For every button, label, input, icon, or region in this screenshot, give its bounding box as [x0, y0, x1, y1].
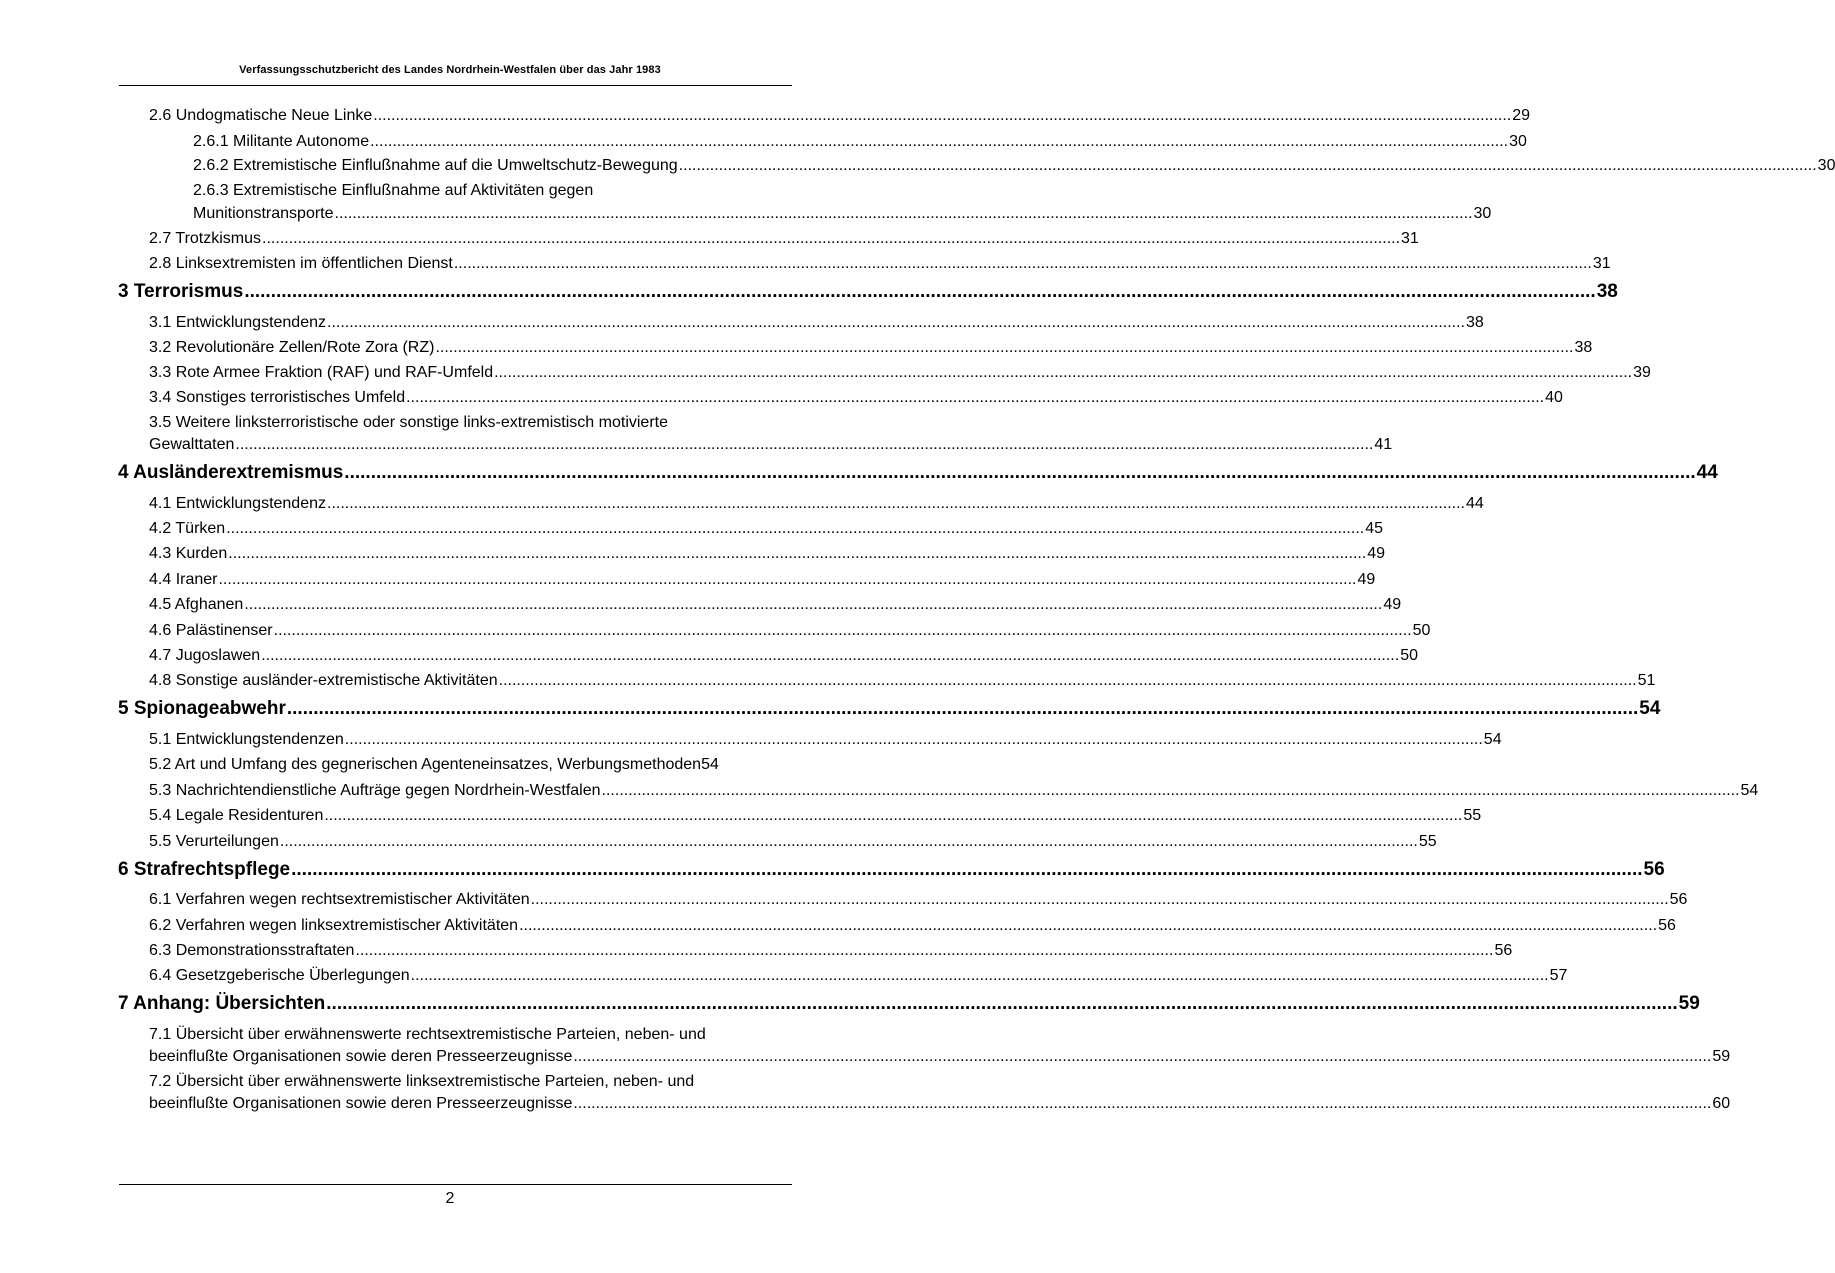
toc-entry-6-4[interactable]: [149, 967, 1568, 985]
toc-entry-page: 38: [1466, 314, 1484, 331]
toc-entry-page: 57: [1549, 967, 1568, 984]
toc-entry-title: 2.7 Trotzkismus: [149, 230, 262, 247]
toc-leader-dots: ................................................................................................................................................................................................................................................................: [244, 281, 1596, 302]
toc-entry-2-8[interactable]: [149, 255, 1611, 273]
toc-leader-dots: ................................................................................................................................................................................................................................................................: [678, 157, 1817, 174]
toc-entry-6-1[interactable]: [149, 891, 1688, 909]
toc-entry-3-5[interactable]: [149, 436, 1393, 454]
toc-entry-title: 5.1 Entwicklungstendenzen: [149, 731, 344, 748]
toc-entry-page: 44: [1466, 495, 1484, 512]
toc-entry-4-2[interactable]: [149, 520, 1383, 538]
toc-entry-title: 5.3 Nachrichtendienstliche Aufträge gegen Nordrhein-Westfalen: [149, 782, 601, 799]
toc-entry-7-2-line1[interactable]: 7.2 Übersicht über erwähnenswerte linksextremistische Parteien, neben- und: [149, 1073, 695, 1090]
toc-entry-5-5[interactable]: [149, 833, 1437, 851]
toc-entry-title: 5.2 Art und Umfang des gegnerischen Agenteneinsatzes, Werbungsmethoden: [149, 756, 702, 773]
toc-entry-title: Gewalttaten: [149, 436, 235, 453]
toc-entry-page: 50: [1412, 622, 1431, 639]
toc-entry-page: 54: [1740, 782, 1759, 799]
toc-entry-5-3[interactable]: [149, 782, 1759, 800]
toc-entry-title: 4.1 Entwicklungstendenz: [149, 495, 326, 512]
toc-entry-2-6-3[interactable]: [193, 205, 1492, 223]
toc-entry-title: 6.2 Verfahren wegen linksextremistischer Aktivitäten: [149, 917, 519, 934]
toc-leader-dots: ................................................................................................................................................................................................................................................................: [453, 255, 1592, 272]
toc-entry-page: 51: [1637, 672, 1656, 689]
toc-leader-dots: ................................................................................................................................................................................................................................................................: [373, 107, 1512, 124]
toc-entry-7-1[interactable]: [149, 1048, 1731, 1066]
toc-entry-title: 2.6 Undogmatische Neue Linke: [149, 107, 373, 124]
toc-heading-7[interactable]: [118, 993, 1700, 1015]
toc-entry-title: 4.3 Kurden: [149, 545, 228, 562]
toc-entry-title: 5.5 Verurteilungen: [149, 833, 279, 850]
page-number: 2: [445, 1190, 455, 1207]
toc-heading-title: 3 Terrorismus: [118, 281, 244, 302]
toc-entry-title: 4.8 Sonstige ausländer-extremistische Aktivitäten: [149, 672, 498, 689]
toc-entry-title: 3.4 Sonstiges terroristisches Umfeld: [149, 389, 406, 406]
toc-leader-dots: ................................................................................................................................................................................................................................................................: [498, 672, 1637, 689]
toc-entry-page: 55: [1463, 807, 1482, 824]
toc-heading-3[interactable]: [118, 281, 1618, 303]
toc-entry-page: 50: [1400, 647, 1418, 664]
toc-entry-page: 56: [1494, 942, 1513, 959]
toc-leader-dots: ................................................................................................................................................................................................................................................................: [334, 205, 1473, 222]
toc-leader-dots: ................................................................................................................................................................................................................................................................: [286, 698, 1639, 719]
toc-entry-title: 4.4 Iraner: [149, 571, 218, 588]
toc-entry-page: 54: [701, 756, 719, 773]
toc-entry-title: 6.1 Verfahren wegen rechtsextremistischer Aktivitäten: [149, 891, 530, 908]
toc-leader-dots: ................................................................................................................................................................................................................................................................: [228, 545, 1367, 562]
toc-entry-page: 30: [1509, 133, 1527, 150]
toc-leader-dots: ................................................................................................................................................................................................................................................................: [244, 596, 1383, 613]
toc-leader-dots: ................................................................................................................................................................................................................................................................: [279, 833, 1418, 850]
toc-entry-5-1[interactable]: [149, 731, 1502, 749]
toc-heading-title: 5 Spionageabwehr: [118, 698, 286, 719]
toc-entry-page: 31: [1592, 255, 1611, 272]
toc-entry-3-1[interactable]: [149, 314, 1484, 332]
running-header: Verfassungsschutzbericht des Landes Nordrhein-Westfalen über das Jahr 1983: [239, 64, 661, 76]
toc-entry-title: 3.3 Rote Armee Fraktion (RAF) und RAF-Umfeld: [149, 364, 494, 381]
toc-heading-4[interactable]: [118, 462, 1718, 484]
toc-entry-title: 5.4 Legale Residenturen: [149, 807, 324, 824]
toc-entry-3-3[interactable]: [149, 364, 1651, 382]
toc-entry-3-5-line1[interactable]: 3.5 Weitere linksterroristische oder sonstige links-extremistisch motivierte: [149, 414, 668, 431]
toc-entry-title: 2.6.1 Militante Autonome: [193, 133, 370, 150]
toc-entry-5-2[interactable]: [149, 756, 809, 774]
toc-leader-dots: ................................................................................................................................................................................................................................................................: [344, 462, 1696, 483]
toc-entry-title: Munitionstransporte: [193, 205, 334, 222]
toc-entry-page: 39: [1633, 364, 1651, 381]
toc-heading-page: 54: [1639, 698, 1661, 719]
toc-entry-title: 2.8 Linksextremisten im öffentlichen Dienst: [149, 255, 453, 272]
toc-entry-page: 54: [1483, 731, 1502, 748]
toc-leader-dots: ................................................................................................................................................................................................................................................................: [573, 1095, 1712, 1112]
toc-heading-title: 6 Strafrechtspflege: [118, 859, 291, 880]
toc-leader-dots: ................................................................................................................................................................................................................................................................: [291, 859, 1643, 880]
toc-leader-dots: ................................................................................................................................................................................................................................................................: [601, 782, 1740, 799]
toc-entry-title: 6.3 Demonstrationsstraftaten: [149, 942, 355, 959]
toc-entry-title: 3.2 Revolutionäre Zellen/Rote Zora (RZ): [149, 339, 435, 356]
toc-heading-page: 38: [1596, 281, 1618, 302]
toc-entry-7-2[interactable]: [149, 1095, 1731, 1113]
toc-leader-dots: ................................................................................................................................................................................................................................................................: [519, 917, 1658, 934]
toc-leader-dots: ................................................................................................................................................................................................................................................................: [327, 314, 1465, 331]
toc-entry-2-6-3-line1[interactable]: 2.6.3 Extremistische Einflußnahme auf Aktivitäten gegen: [193, 182, 594, 199]
toc-entry-page: 59: [1712, 1048, 1731, 1065]
toc-leader-dots: ................................................................................................................................................................................................................................................................: [262, 230, 1401, 247]
toc-leader-dots: ................................................................................................................................................................................................................................................................: [344, 731, 1483, 748]
toc-entry-page: 49: [1357, 571, 1376, 588]
toc-heading-5[interactable]: [118, 698, 1661, 720]
toc-heading-page: 44: [1696, 462, 1718, 483]
toc-entry-title: 4.7 Jugoslawen: [149, 647, 261, 664]
toc-entry-2-6-2[interactable]: [193, 157, 1835, 175]
toc-leader-dots: ................................................................................................................................................................................................................................................................: [273, 622, 1412, 639]
toc-entry-2-7[interactable]: [149, 230, 1419, 248]
toc-entry-2-6-1[interactable]: [193, 133, 1527, 151]
toc-heading-title: 7 Anhang: Übersichten: [118, 993, 326, 1014]
toc-leader-dots: ................................................................................................................................................................................................................................................................: [370, 133, 1509, 150]
toc-entry-title: beeinflußte Organisationen sowie deren Presseerzeugnisse: [149, 1048, 573, 1065]
toc-leader-dots: ................................................................................................................................................................................................................................................................: [435, 339, 1574, 356]
toc-heading-page: 59: [1678, 993, 1700, 1014]
toc-entry-page: 56: [1658, 917, 1676, 934]
toc-leader-dots: ................................................................................................................................................................................................................................................................: [324, 807, 1463, 824]
toc-entry-page: 56: [1669, 891, 1688, 908]
toc-entry-4-8[interactable]: [149, 672, 1656, 690]
toc-entry-3-2[interactable]: [149, 339, 1593, 357]
toc-entry-page: 31: [1401, 230, 1419, 247]
toc-leader-dots: ................................................................................................................................................................................................................................................................: [406, 389, 1545, 406]
toc-leader-dots: ................................................................................................................................................................................................................................................................: [218, 571, 1357, 588]
toc-entry-page: 38: [1574, 339, 1593, 356]
toc-entry-6-3[interactable]: [149, 942, 1513, 960]
toc-entry-page: 49: [1367, 545, 1386, 562]
toc-leader-dots: ................................................................................................................................................................................................................................................................: [573, 1048, 1712, 1065]
toc-entry-title: 4.6 Palästinenser: [149, 622, 273, 639]
toc-entry-title: 4.5 Afghanen: [149, 596, 244, 613]
toc-entry-title: 3.1 Entwicklungstendenz: [149, 314, 326, 331]
toc-entry-3-4[interactable]: [149, 389, 1563, 407]
toc-entry-6-2[interactable]: [149, 917, 1676, 935]
toc-leader-dots: ................................................................................................................................................................................................................................................................: [410, 967, 1549, 984]
toc-leader-dots: ................................................................................................................................................................................................................................................................: [326, 993, 1678, 1014]
toc-entry-4-6[interactable]: [149, 622, 1431, 640]
toc-entry-page: 29: [1512, 107, 1531, 124]
toc-entry-page: 30: [1817, 157, 1835, 174]
toc-entry-7-1-line1[interactable]: 7.1 Übersicht über erwähnenswerte rechtsextremistische Parteien, neben- und: [149, 1026, 706, 1043]
toc-entry-4-4[interactable]: [149, 571, 1376, 589]
toc-entry-2-6[interactable]: [149, 107, 1531, 125]
toc-entry-page: 60: [1712, 1095, 1731, 1112]
toc-entry-5-4[interactable]: [149, 807, 1482, 825]
toc-heading-title: 4 Ausländerextremismus: [118, 462, 344, 483]
toc-entry-page: 30: [1473, 205, 1492, 222]
toc-entry-title: beeinflußte Organisationen sowie deren Presseerzeugnisse: [149, 1095, 573, 1112]
toc-entry-title: 4.2 Türken: [149, 520, 226, 537]
toc-entry-title: 2.6.2 Extremistische Einflußnahme auf die Umweltschutz-Bewegung: [193, 157, 678, 174]
toc-leader-dots: ................................................................................................................................................................................................................................................................: [261, 647, 1400, 664]
toc-heading-6[interactable]: [118, 859, 1665, 881]
toc-entry-4-1[interactable]: [149, 495, 1484, 513]
toc-leader-dots: ................................................................................................................................................................................................................................................................: [327, 495, 1465, 512]
toc-leader-dots: ................................................................................................................................................................................................................................................................: [235, 436, 1374, 453]
toc-entry-4-7[interactable]: [149, 647, 1418, 665]
toc-heading-page: 56: [1643, 859, 1665, 880]
footer-rule: [119, 1184, 792, 1185]
toc-entry-page: 45: [1365, 520, 1383, 537]
toc-entry-page: 41: [1374, 436, 1393, 453]
toc-entry-title: 6.4 Gesetzgeberische Überlegungen: [149, 967, 410, 984]
toc-entry-page: 49: [1383, 596, 1402, 613]
toc-leader-dots: ................................................................................................................................................................................................................................................................: [530, 891, 1669, 908]
toc-leader-dots: ................................................................................................................................................................................................................................................................: [355, 942, 1494, 959]
toc-entry-4-5[interactable]: [149, 596, 1402, 614]
toc-entry-page: 55: [1418, 833, 1437, 850]
toc-leader-dots: ................................................................................................................................................................................................................................................................: [226, 520, 1365, 537]
toc-leader-dots: ................................................................................................................................................................................................................................................................: [494, 364, 1633, 381]
toc-entry-page: 40: [1545, 389, 1563, 406]
toc-entry-4-3[interactable]: [149, 545, 1386, 563]
